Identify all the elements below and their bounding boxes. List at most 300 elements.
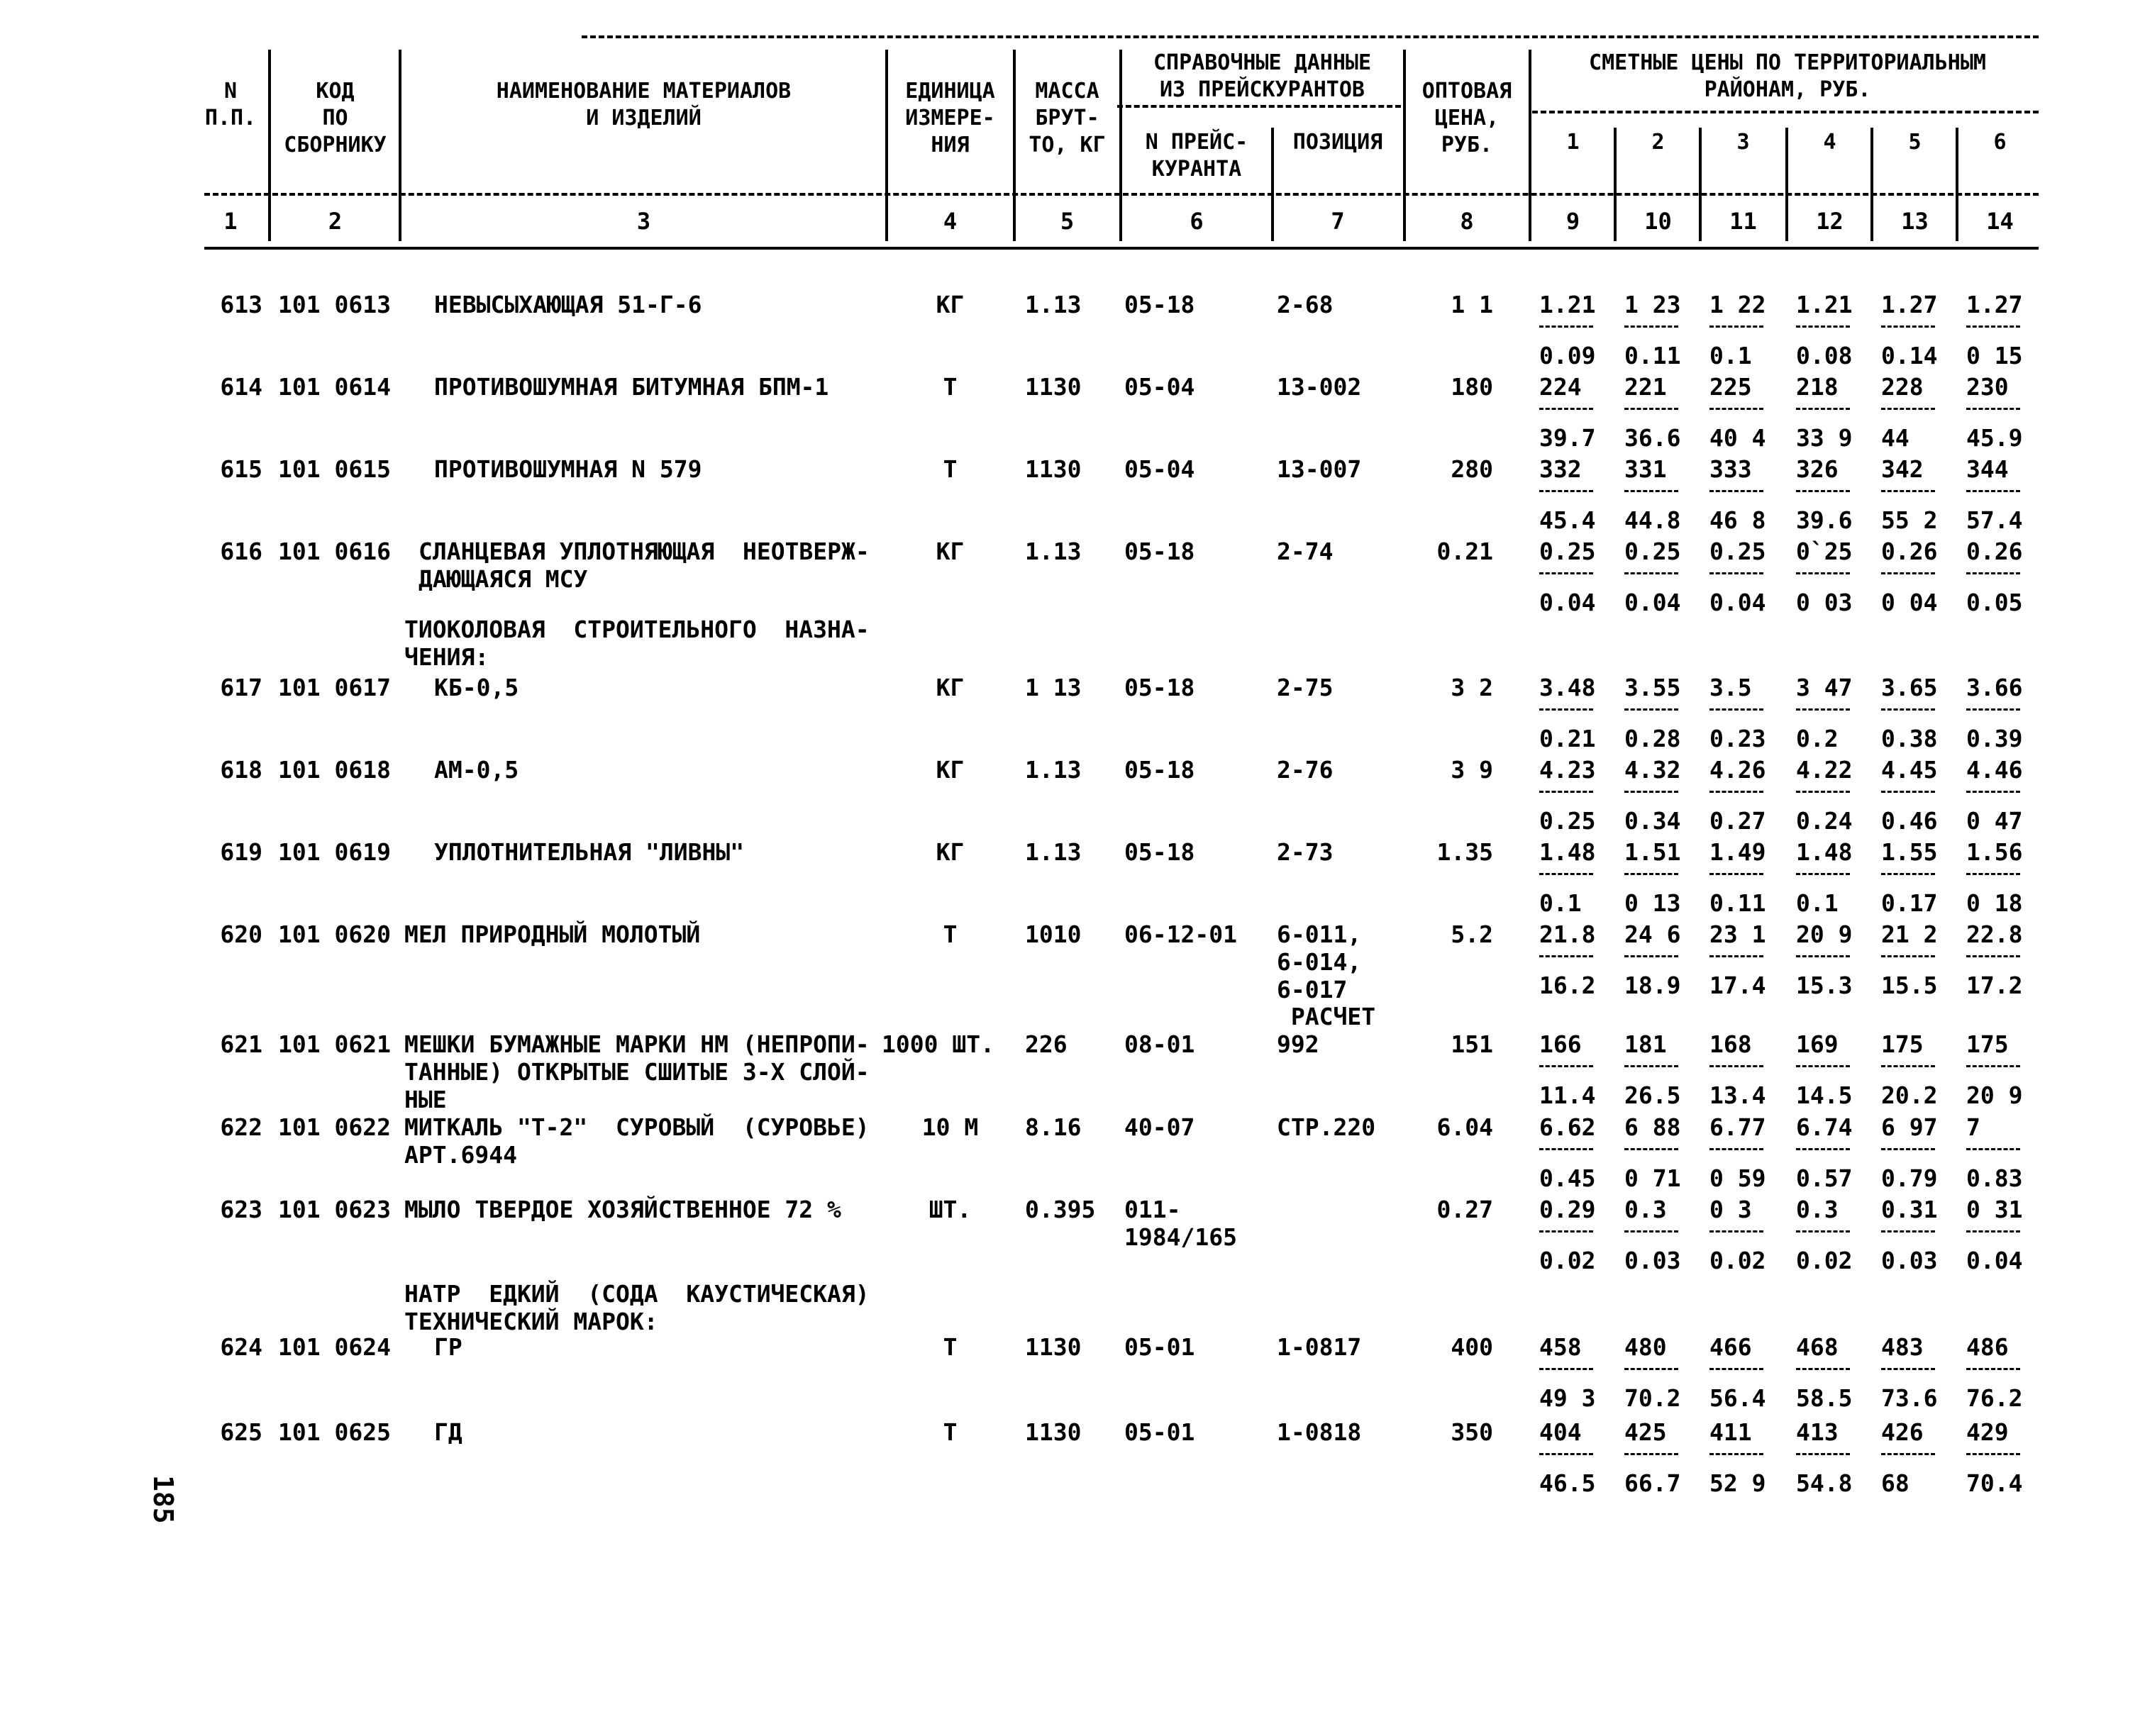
cell-name: МЕШКИ БУМАЖНЫЕ МАРКИ НМ (НЕПРОПИ- ТАННЫЕ) ОТКРЫТЫЕ СШИТЫЕ 3-Х СЛОЙ- НЫЕ [404, 1030, 870, 1113]
header-col7: ПОЗИЦИЯ [1292, 130, 1383, 155]
cell-code: 101 0623 [278, 1196, 391, 1223]
region-price [1881, 838, 1937, 917]
price-with-transport: 1.51 [1624, 838, 1681, 866]
cell-n: 613 [220, 291, 262, 318]
price-with-transport: 21.8 [1539, 920, 1596, 948]
column-number: 7 [1331, 208, 1345, 235]
header-region: 4 [1823, 130, 1836, 155]
price-with-transport: 332 [1539, 455, 1582, 483]
price-with-transport: 4.23 [1539, 756, 1596, 784]
fraction-divider [1966, 1148, 2020, 1150]
price-with-transport: 4.46 [1966, 756, 2023, 784]
cell-pk: 05-18 [1124, 291, 1195, 318]
price-with-transport: 480 [1624, 1333, 1667, 1361]
region-price [1624, 674, 1680, 752]
price-with-transport: 22.8 [1966, 920, 2023, 948]
fraction-divider [1881, 326, 1935, 328]
price-with-transport: 1.48 [1796, 838, 1853, 866]
cell-price: 0.21 [1436, 538, 1493, 565]
transport-cost: 0.11 [1624, 342, 1681, 369]
region-price [1709, 538, 1766, 616]
fraction-divider [1966, 490, 2020, 492]
cell-code: 101 0618 [278, 756, 391, 784]
header-sep-10 [1699, 128, 1702, 241]
transport-cost: 45.9 [1966, 424, 2023, 452]
fraction-divider [1624, 1368, 1678, 1370]
column-number: 14 [1986, 208, 2014, 235]
transport-cost: 0.11 [1709, 889, 1766, 917]
fraction-divider [1881, 1453, 1935, 1455]
cell-mass: 1130 [1025, 1333, 1082, 1361]
header-sep-11 [1785, 128, 1788, 241]
fraction-divider [1966, 873, 2020, 875]
fraction-divider [1709, 408, 1763, 410]
cell-code: 101 0625 [278, 1418, 391, 1446]
price-with-transport: 3.65 [1881, 674, 1938, 701]
price-with-transport: 6 88 [1624, 1113, 1681, 1141]
region-price [1966, 1333, 2022, 1412]
cell-name: МЫЛО ТВЕРДОЕ ХОЗЯЙСТВЕННОЕ 72 % [404, 1196, 841, 1223]
cell-mass: 0.395 [1025, 1196, 1096, 1223]
fraction-divider [1796, 1148, 1850, 1150]
region-price [1709, 291, 1766, 369]
region-price [1796, 838, 1852, 917]
fraction-divider [1796, 1453, 1850, 1455]
cell-pk: 05-04 [1124, 373, 1195, 401]
transport-cost: 0.28 [1624, 725, 1681, 752]
cell-code: 101 0621 [278, 1030, 391, 1058]
fraction-divider [1709, 1453, 1763, 1455]
fraction-divider [1624, 490, 1678, 492]
fraction-divider [1881, 1065, 1935, 1067]
fraction-divider [1966, 1453, 2020, 1455]
fraction-divider [1539, 955, 1593, 957]
region-price [1709, 1196, 1766, 1274]
region-price [1966, 1113, 2022, 1192]
region-price [1881, 1333, 1937, 1412]
fraction-divider [1539, 572, 1593, 574]
transport-cost: 55 2 [1881, 506, 1938, 534]
price-with-transport: 218 [1796, 373, 1839, 401]
cell-mass: 1.13 [1025, 538, 1082, 565]
region-price [1624, 1333, 1680, 1412]
fraction-divider [1796, 791, 1850, 793]
cell-pos: 13-002 [1277, 373, 1362, 401]
price-with-transport: 3.55 [1624, 674, 1681, 701]
cell-price: 0.27 [1436, 1196, 1493, 1223]
transport-cost: 13.4 [1709, 1081, 1766, 1109]
transport-cost: 0 03 [1796, 589, 1853, 616]
region-price [1796, 1113, 1852, 1192]
region-price [1881, 674, 1937, 752]
fraction-divider [1881, 1368, 1935, 1370]
fraction-divider [1539, 873, 1593, 875]
fraction-divider [1624, 572, 1678, 574]
price-with-transport: 333 [1709, 455, 1752, 483]
cell-n: 614 [220, 373, 262, 401]
price-with-transport: 169 [1796, 1030, 1839, 1058]
fraction-divider [1796, 873, 1850, 875]
fraction-divider [1966, 1065, 2020, 1067]
header-col8: ОПТОВАЯ ЦЕНА, РУБ. [1421, 79, 1512, 157]
fraction-divider [1881, 708, 1935, 711]
region-price [1624, 1418, 1680, 1497]
cell-mass: 1130 [1025, 455, 1082, 483]
cell-price: 151 [1451, 1030, 1493, 1058]
transport-cost: 58.5 [1796, 1384, 1853, 1412]
price-with-transport: 483 [1881, 1333, 1924, 1361]
cell-n: 621 [220, 1030, 262, 1058]
price-with-transport: 4.45 [1881, 756, 1938, 784]
transport-cost: 0 18 [1966, 889, 2023, 917]
cell-pk: 05-18 [1124, 538, 1195, 565]
price-with-transport: 175 [1881, 1030, 1924, 1058]
cell-mass: 1.13 [1025, 838, 1082, 866]
region-price [1966, 838, 2022, 917]
header-sep-2 [399, 50, 401, 241]
transport-cost: 0.25 [1539, 807, 1596, 835]
transport-cost: 0.2 [1796, 725, 1839, 752]
fraction-divider [1624, 873, 1678, 875]
region-price [1881, 920, 1937, 999]
transport-cost: 26.5 [1624, 1081, 1681, 1109]
price-with-transport: 458 [1539, 1333, 1582, 1361]
fraction-divider [1796, 955, 1850, 957]
transport-cost: 0.27 [1709, 807, 1766, 835]
price-with-transport: 1.27 [1966, 291, 2023, 318]
transport-cost: 39.6 [1796, 506, 1853, 534]
region-price [1966, 674, 2022, 752]
transport-cost: 0.1 [1709, 342, 1752, 369]
cell-name: МЕЛ ПРИРОДНЫЙ МОЛОТЫЙ [404, 920, 701, 948]
transport-cost: 0.39 [1966, 725, 2023, 752]
fraction-divider [1966, 572, 2020, 574]
transport-cost: 0 59 [1709, 1164, 1766, 1192]
header-sep-1 [268, 50, 271, 241]
transport-cost: 36.6 [1624, 424, 1681, 452]
cell-pos: СТР.220 [1277, 1113, 1376, 1141]
transport-cost: 15.3 [1796, 972, 1853, 999]
transport-cost: 0 13 [1624, 889, 1681, 917]
cell-pk: 05-01 [1124, 1333, 1195, 1361]
cell-pos: 2-74 [1277, 538, 1334, 565]
header-bottom-rule [204, 247, 2039, 250]
transport-cost: 66.7 [1624, 1469, 1681, 1497]
region-price [1709, 1113, 1766, 1192]
region-price [1539, 920, 1595, 999]
header-sep-8 [1529, 50, 1531, 241]
cell-n: 616 [220, 538, 262, 565]
fraction-divider [1539, 1065, 1593, 1067]
fraction-divider [1881, 873, 1935, 875]
transport-cost: 18.9 [1624, 972, 1681, 999]
fraction-divider [1709, 955, 1763, 957]
price-with-transport: 3 47 [1796, 674, 1853, 701]
transport-cost: 46 8 [1709, 506, 1766, 534]
price-with-transport: 426 [1881, 1418, 1924, 1446]
transport-cost: 0.08 [1796, 342, 1853, 369]
price-with-transport: 6.77 [1709, 1113, 1766, 1141]
price-with-transport: 0.3 [1796, 1196, 1839, 1223]
price-with-transport: 6.74 [1796, 1113, 1853, 1141]
fraction-divider [1966, 955, 2020, 957]
transport-cost: 44.8 [1624, 506, 1681, 534]
transport-cost: 0.02 [1796, 1247, 1853, 1274]
price-with-transport: 0 31 [1966, 1196, 2023, 1223]
header-sep-12 [1870, 128, 1873, 241]
cell-pos: 2-76 [1277, 756, 1334, 784]
region-price [1796, 1418, 1852, 1497]
region-price [1881, 1030, 1937, 1109]
column-number: 5 [1060, 208, 1075, 235]
header-price-group: СМЕТНЫЕ ЦЕНЫ ПО ТЕРРИТОРИАЛЬНЫМ РАЙОНАМ, РУБ. [1589, 50, 1986, 102]
fraction-divider [1539, 408, 1593, 410]
cell-unit: Т [943, 920, 958, 948]
cell-code: 101 0616 [278, 538, 391, 565]
transport-cost: 54.8 [1796, 1469, 1853, 1497]
cell-n: 620 [220, 920, 262, 948]
fraction-divider [1624, 408, 1678, 410]
price-with-transport: 0 3 [1709, 1196, 1752, 1223]
region-price [1539, 373, 1595, 452]
cell-unit: КГ [936, 291, 965, 318]
page-number: 185 [148, 1475, 179, 1524]
transport-cost: 0 15 [1966, 342, 2023, 369]
transport-cost: 57.4 [1966, 506, 2023, 534]
transport-cost: 0.46 [1881, 807, 1938, 835]
cell-name: ГД [434, 1418, 462, 1446]
price-with-transport: 468 [1796, 1333, 1839, 1361]
header-region: 1 [1566, 130, 1580, 155]
transport-cost: 68 [1881, 1469, 1910, 1497]
transport-cost: 17.2 [1966, 972, 2023, 999]
price-with-transport: 166 [1539, 1030, 1582, 1058]
cell-pos: 1-0818 [1277, 1418, 1362, 1446]
region-price [1966, 920, 2022, 999]
fraction-divider [1624, 708, 1678, 711]
price-with-transport: 225 [1709, 373, 1752, 401]
column-number: 1 [223, 208, 238, 235]
region-price [1539, 838, 1595, 917]
cell-code: 101 0620 [278, 920, 391, 948]
transport-cost: 49 3 [1539, 1384, 1596, 1412]
cell-price: 180 [1451, 373, 1493, 401]
region-price [1624, 1113, 1680, 1192]
price-with-transport: 228 [1881, 373, 1924, 401]
region-price [1796, 455, 1852, 534]
transport-cost: 20.2 [1881, 1081, 1938, 1109]
header-col5: МАССА БРУТ- ТО, КГ [1029, 79, 1106, 157]
cell-mass: 1010 [1025, 920, 1082, 948]
cell-unit: ШТ. [929, 1196, 972, 1223]
price-with-transport: 3.66 [1966, 674, 2023, 701]
cell-pos: 2-68 [1277, 291, 1334, 318]
cell-pos: 13-007 [1277, 455, 1362, 483]
fraction-divider [1796, 490, 1850, 492]
column-number: 11 [1729, 208, 1757, 235]
cell-unit: Т [943, 455, 958, 483]
price-with-transport: 1.27 [1881, 291, 1938, 318]
transport-cost: 11.4 [1539, 1081, 1596, 1109]
fraction-divider [1624, 1148, 1678, 1150]
region-price [1709, 1030, 1766, 1109]
price-with-transport: 7 [1966, 1113, 1980, 1141]
region-price [1966, 455, 2022, 534]
fraction-divider [1539, 326, 1593, 328]
header-sep-9 [1614, 128, 1617, 241]
ref-group-rule [1117, 105, 1401, 108]
region-price [1624, 838, 1680, 917]
fraction-divider [1881, 572, 1935, 574]
transport-cost: 0.23 [1709, 725, 1766, 752]
transport-cost: 0.09 [1539, 342, 1596, 369]
price-with-transport: 1.56 [1966, 838, 2023, 866]
transport-cost: 76.2 [1966, 1384, 2023, 1412]
region-price [1539, 674, 1595, 752]
transport-cost: 14.5 [1796, 1081, 1853, 1109]
region-price [1709, 1333, 1766, 1412]
cell-pos: 6-011, 6-014, 6-017 [1277, 920, 1362, 1003]
cell-n: 618 [220, 756, 262, 784]
cell-price: 400 [1451, 1333, 1493, 1361]
cell-n: 622 [220, 1113, 262, 1141]
cell-unit: 1000 ШТ. [882, 1030, 994, 1058]
fraction-divider [1796, 408, 1850, 410]
cell-n: 615 [220, 455, 262, 483]
header-col1: N П.П. [204, 79, 257, 130]
fraction-divider [1881, 1230, 1935, 1233]
price-with-transport: 175 [1966, 1030, 2009, 1058]
transport-cost: 0.1 [1539, 889, 1582, 917]
region-price [1966, 1196, 2022, 1274]
cell-price: 6.04 [1436, 1113, 1493, 1141]
fraction-divider [1796, 708, 1850, 711]
transport-cost: 16.2 [1539, 972, 1596, 999]
region-price [1796, 538, 1852, 616]
region-price [1709, 838, 1766, 917]
fraction-divider [1539, 490, 1593, 492]
region-price [1709, 920, 1766, 999]
region-price [1881, 373, 1935, 452]
region-price [1539, 455, 1595, 534]
transport-cost: 56.4 [1709, 1384, 1766, 1412]
region-price [1539, 756, 1595, 835]
fraction-divider [1709, 873, 1763, 875]
transport-cost: 0.02 [1539, 1247, 1596, 1274]
transport-cost: 39.7 [1539, 424, 1596, 452]
price-with-transport: 0.31 [1881, 1196, 1938, 1223]
price-with-transport: 0.3 [1624, 1196, 1667, 1223]
transport-cost: 17.4 [1709, 972, 1766, 999]
cell-unit: Т [943, 373, 958, 401]
fraction-divider [1881, 1148, 1935, 1150]
cell-mass: 1130 [1025, 373, 1082, 401]
transport-cost: 0.24 [1796, 807, 1853, 835]
cell-code: 101 0614 [278, 373, 391, 401]
cell-mass: 8.16 [1025, 1113, 1082, 1141]
fraction-divider [1796, 572, 1850, 574]
column-number: 13 [1901, 208, 1929, 235]
cell-n: 624 [220, 1333, 262, 1361]
cell-pk: 05-18 [1124, 756, 1195, 784]
cell-pk: 08-01 [1124, 1030, 1195, 1058]
price-with-transport: 486 [1966, 1333, 2009, 1361]
transport-cost: 70.4 [1966, 1469, 2023, 1497]
header-sep-13 [1956, 128, 1958, 241]
fraction-divider [1624, 1453, 1678, 1455]
region-price [1881, 756, 1937, 835]
region-price [1539, 291, 1595, 369]
price-with-transport: 20 9 [1796, 920, 1853, 948]
cell-unit: Т [943, 1333, 958, 1361]
price-with-transport: 230 [1966, 373, 2009, 401]
fraction-divider [1539, 1148, 1593, 1150]
region-price [1539, 1418, 1595, 1497]
price-with-transport: 1.21 [1539, 291, 1596, 318]
cell-code: 101 0622 [278, 1113, 391, 1141]
region-price [1539, 1196, 1595, 1274]
fraction-divider [1966, 408, 2020, 410]
price-with-transport: 6.62 [1539, 1113, 1596, 1141]
region-price [1709, 1418, 1766, 1497]
region-price [1966, 756, 2022, 835]
fraction-divider [1796, 1230, 1850, 1233]
transport-cost: 0.04 [1966, 1247, 2023, 1274]
fraction-divider [1709, 490, 1763, 492]
price-with-transport: 0.29 [1539, 1196, 1596, 1223]
header-region: 3 [1736, 130, 1750, 155]
region-price [1796, 1030, 1852, 1109]
fraction-divider [1709, 572, 1763, 574]
transport-cost: 45.4 [1539, 506, 1596, 534]
fraction-divider [1796, 326, 1850, 328]
price-with-transport: 1.55 [1881, 838, 1938, 866]
price-with-transport: 4.32 [1624, 756, 1681, 784]
cell-pk: 06-12-01 [1124, 920, 1237, 948]
price-with-transport: 429 [1966, 1418, 2009, 1446]
region-price [1539, 1030, 1595, 1109]
region-price [1881, 1196, 1937, 1274]
group-heading-thiokol: ТИОКОЛОВАЯ СТРОИТЕЛЬНОГО НАЗНА- ЧЕНИЯ: [404, 616, 870, 671]
price-with-transport: 326 [1796, 455, 1839, 483]
price-group-rule [1532, 111, 2039, 113]
price-with-transport: 413 [1796, 1418, 1839, 1446]
cell-name: АМ-0,5 [434, 756, 519, 784]
region-price [1796, 291, 1852, 369]
region-price [1966, 1030, 2022, 1109]
column-number: 10 [1644, 208, 1672, 235]
region-price [1539, 1333, 1595, 1412]
price-with-transport: 21 2 [1881, 920, 1938, 948]
region-price [1624, 291, 1680, 369]
region-price [1539, 1113, 1595, 1192]
cell-mass: 1.13 [1025, 756, 1082, 784]
region-price [1709, 373, 1766, 452]
transport-cost: 0.34 [1624, 807, 1681, 835]
transport-cost: 33 9 [1796, 424, 1853, 452]
region-price [1966, 291, 2022, 369]
fraction-divider [1709, 1230, 1763, 1233]
fraction-divider [1966, 1368, 2020, 1370]
fraction-divider [1881, 490, 1935, 492]
price-with-transport: 404 [1539, 1418, 1582, 1446]
fraction-divider [1881, 955, 1935, 957]
column-number: 6 [1190, 208, 1204, 235]
transport-cost: 0 47 [1966, 807, 2023, 835]
price-with-transport: 1.49 [1709, 838, 1766, 866]
transport-cost: 46.5 [1539, 1469, 1596, 1497]
price-with-transport: 23 1 [1709, 920, 1766, 948]
